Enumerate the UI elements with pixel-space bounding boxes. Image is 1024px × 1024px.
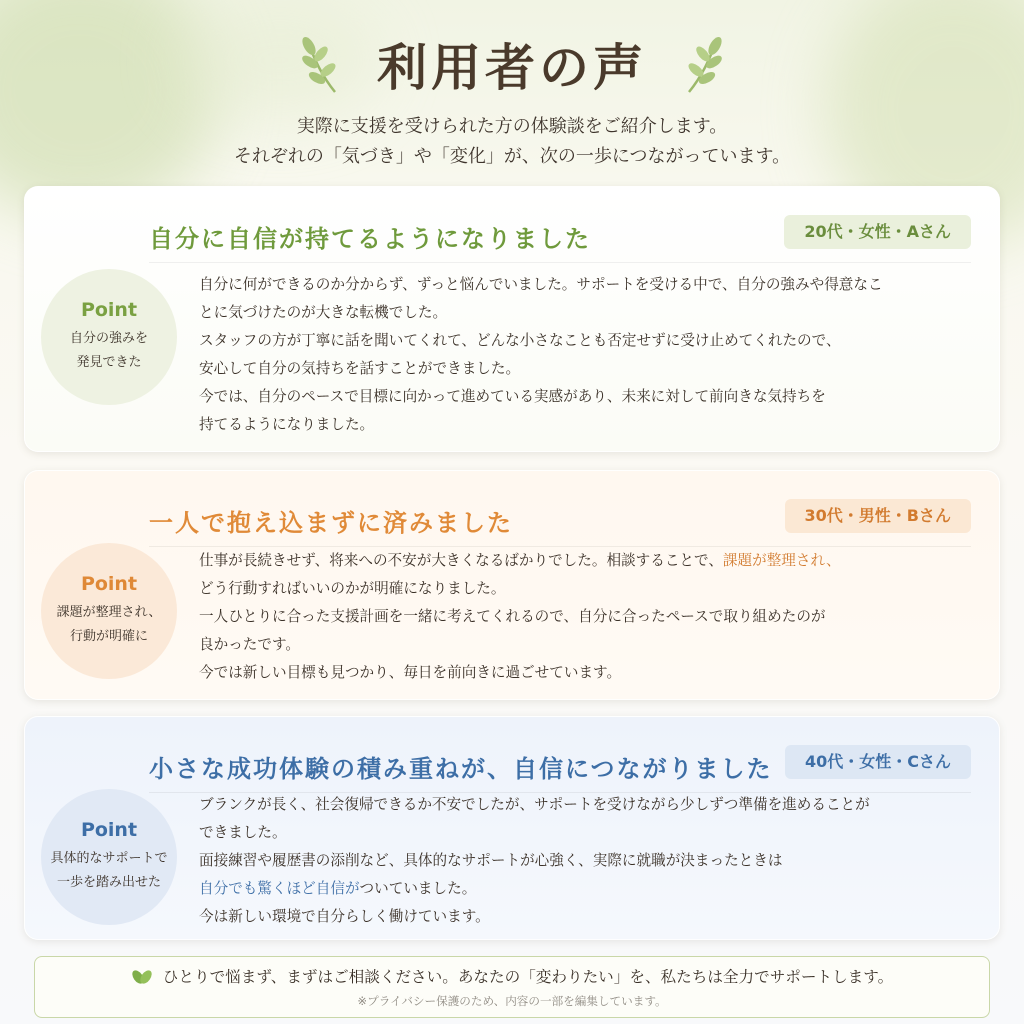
point-line: 課題が整理され、 <box>56 605 162 620</box>
point-badge <box>41 543 177 679</box>
body-line: スタッフの方が丁寧に話を聞いてくれて、どんな小さなことも否定せずに受け止めてくれたので、 <box>199 332 841 349</box>
body-line: できました。 <box>199 824 287 841</box>
body-line: 今では新しい目標も見つかり、毎日を前向きに過ごせています。 <box>199 664 622 681</box>
subtitle-line: それぞれの「気づき」や「変化」が、次の一歩につながっています。 <box>233 146 791 167</box>
privacy-note: ※プライバシー保護のため、内容の一部を編集しています。 <box>357 994 667 1008</box>
testimonial-body <box>199 271 979 439</box>
point-label: Point <box>80 573 138 595</box>
card-title: 小さな成功体験の積み重ねが、自信につながりました <box>149 755 773 783</box>
profile-tag: 20代・女性・Aさん <box>784 215 971 249</box>
card-header <box>149 743 971 793</box>
testimonial-card-c <box>24 716 1000 940</box>
leaf-branch-icon <box>677 32 729 96</box>
testimonial-body <box>199 791 979 931</box>
body-text: 仕事が長続きせず、将来への不安が大きくなるばかりでした。相談することで、 <box>199 552 723 569</box>
body-line: 面接練習や履歴書の添削など、具体的なサポートが心強く、実際に就職が決まったときは <box>199 852 783 869</box>
footer-message: ひとりで悩まず、まずはご相談ください。あなたの「変わりたい」を、私たちは全力でサポートします。 <box>162 968 894 986</box>
point-badge <box>41 269 177 405</box>
page-subtitle <box>0 112 1024 172</box>
title-row <box>0 28 1024 100</box>
body-line: とに気づけたのが大きな転機でした。 <box>199 304 448 321</box>
card-header <box>149 497 971 547</box>
body-line: 安心して自分の気持ちを話すことができました。 <box>199 360 521 377</box>
leaf-icon <box>131 967 153 985</box>
point-label: Point <box>80 819 138 841</box>
body-line: 持てるようになりました。 <box>199 416 375 433</box>
profile-tag: 30代・男性・Bさん <box>785 499 971 533</box>
page-title: 利用者の声 <box>377 38 647 97</box>
point-label: Point <box>80 299 138 321</box>
highlight-text: 課題が整理され、 <box>722 552 841 569</box>
body-line: ブランクが長く、社会復帰できるか不安でしたが、サポートを受けながら少しずつ準備を進めることが <box>199 796 870 813</box>
body-line: 良かったです。 <box>199 636 300 653</box>
testimonial-card-a <box>24 186 1000 452</box>
body-line: 一人ひとりに合った支援計画を一緒に考えてくれるので、自分に合ったペースで取り組めたのが <box>199 608 826 625</box>
card-title: 一人で抱え込まずに済みました <box>149 509 513 537</box>
footer-message-box <box>34 956 990 1018</box>
testimonial-card-b <box>24 470 1000 700</box>
point-badge <box>41 789 177 925</box>
body-text: ついていました。 <box>359 880 477 897</box>
point-text <box>50 847 167 895</box>
body-line <box>199 547 979 575</box>
body-line <box>199 875 979 903</box>
highlight-text: 自分でも驚くほど自信が <box>199 880 360 897</box>
card-title: 自分に自信が持てるようになりました <box>149 225 591 253</box>
point-line: 自分の強みを <box>69 331 148 346</box>
footer-main <box>35 965 989 987</box>
body-line: どう行動すればいいのかが明確になりました。 <box>199 580 506 597</box>
body-line: 今は新しい環境で自分らしく働けています。 <box>199 908 490 925</box>
point-text <box>57 601 162 649</box>
card-header <box>149 213 971 263</box>
point-text <box>70 327 148 375</box>
subtitle-line: 実際に支援を受けられた方の体験談をご紹介します。 <box>296 116 728 137</box>
testimonial-body <box>199 547 979 687</box>
leaf-branch-icon <box>295 32 347 96</box>
point-line: 行動が明確に <box>69 629 148 644</box>
page-header <box>0 28 1024 172</box>
point-line: 発見できた <box>76 355 142 370</box>
body-line: 自分に何ができるのか分からず、ずっと悩んでいました。サポートを受ける中で、自分の強みや得意なこ <box>199 276 883 293</box>
point-line: 具体的なサポートで <box>50 851 168 866</box>
body-line: 今では、自分のペースで目標に向かって進めている実感があり、未来に対して前向きな気持ちを <box>199 388 826 405</box>
point-line: 一歩を踏み出せた <box>56 875 161 890</box>
profile-tag: 40代・女性・Cさん <box>785 745 971 779</box>
